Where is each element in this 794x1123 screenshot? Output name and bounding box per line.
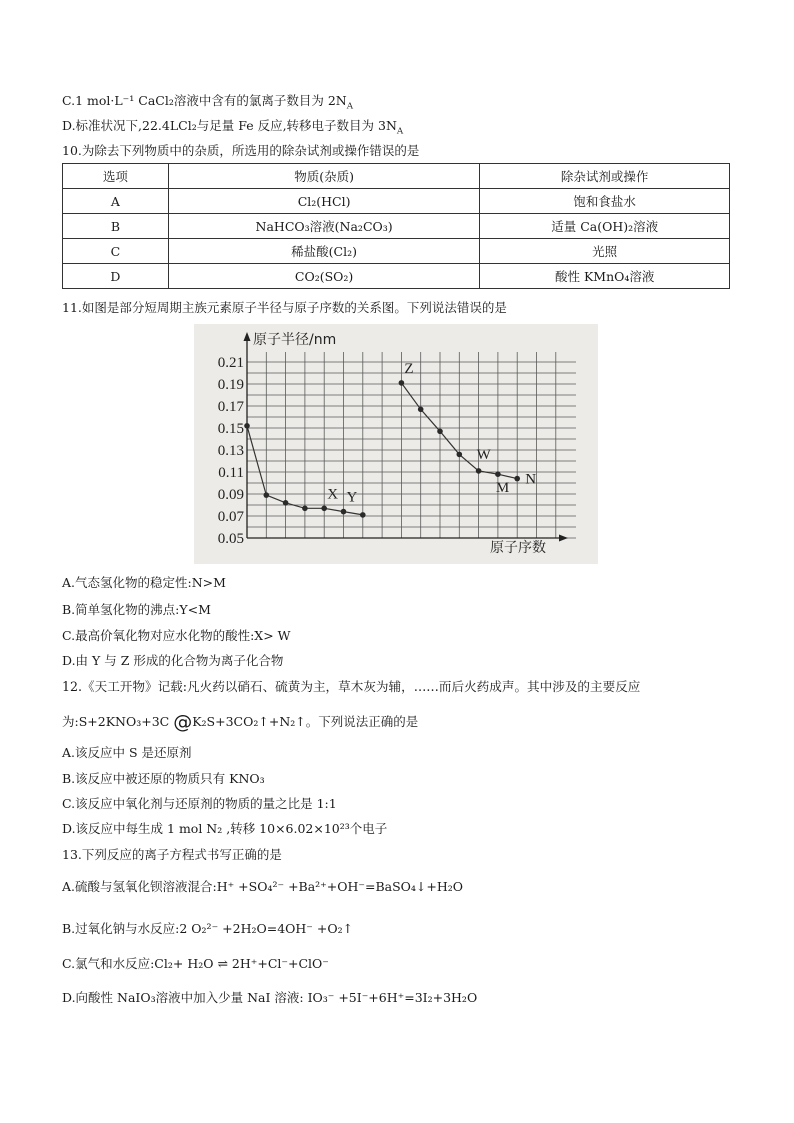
data-point: [341, 509, 347, 515]
data-point: [418, 407, 424, 413]
y-tick-label: 0.21: [217, 355, 244, 371]
data-point: [264, 492, 270, 498]
y-tick-label: 0.11: [218, 465, 244, 481]
q12-option-b: B.该反应中被还原的物质只有 KNO₃: [62, 771, 265, 786]
data-point: [321, 506, 327, 512]
q12-option-c: C.该反应中氧化剂与还原剂的物质的量之比是 1:1: [62, 796, 337, 811]
table-row: [63, 214, 730, 239]
y-axis-arrow-icon: [244, 332, 251, 341]
q13-option-d: D.向酸性 NaIO₃溶液中加入少量 NaI 溶液: IO₃⁻ +5I⁻+6H⁺=3I₂+3H₂O: [62, 990, 478, 1005]
q10-stem: 10.为除去下列物质中的杂质，所选用的除杂试剂或操作错误的是: [62, 143, 420, 158]
y-tick-label: 0.09: [217, 487, 244, 503]
ignite-symbol-icon: @: [173, 711, 193, 733]
point-label-m: M: [495, 480, 510, 497]
y-tick-label: 0.15: [217, 421, 244, 437]
data-point: [244, 423, 250, 429]
q10-table: [62, 163, 730, 289]
q12-stem: 12.《天工开物》记载:凡火药以硝石、硫黄为主，草木灰为辅，……而后火药成声。其中涉及的主要反应: [62, 679, 641, 694]
q13-option-a: A.硫酸与氢氧化钡溶液混合:H⁺ +SO₄²⁻ +Ba²⁺+OH⁻=BaSO₄↓+H₂O: [62, 879, 464, 894]
table-cell: 饱和食盐水: [480, 189, 730, 214]
table-row: [63, 189, 730, 214]
table-cell: 适量 Ca(OH)₂溶液: [480, 214, 730, 239]
table-cell: 光照: [480, 239, 730, 264]
q9-option-c: [62, 92, 353, 110]
data-point: [514, 476, 520, 482]
table-cell: C: [63, 239, 169, 264]
point-label-x: X: [327, 486, 339, 503]
data-point: [283, 500, 289, 506]
table-cell: Cl₂(HCl): [168, 189, 480, 214]
table-cell: 酸性 KMnO₄溶液: [480, 264, 730, 289]
q13-stem: 13.下列反应的离子方程式书写正确的是: [62, 847, 282, 862]
q11-option-a: A.气态氢化物的稳定性:N>M: [62, 575, 226, 590]
data-point: [495, 471, 501, 477]
y-tick-label: 0.17: [217, 399, 244, 415]
data-point: [399, 380, 405, 386]
atomic-radius-chart: [194, 324, 598, 564]
data-point: [302, 506, 308, 512]
q11-option-b: B.简单氢化物的沸点:Y<M: [62, 602, 211, 617]
table-header-cell: 物质(杂质): [168, 164, 480, 189]
x-axis-arrow-icon: [559, 535, 568, 542]
chart-grid: [247, 352, 576, 538]
table-header-cell: 选项: [63, 164, 169, 189]
q9-option-d-subscript: A: [396, 126, 404, 137]
table-cell: A: [63, 189, 169, 214]
q9-option-d-text: D.标准状况下,22.4LCl₂与足量 Fe 反应,转移电子数目为 3N: [62, 118, 397, 133]
data-point: [437, 429, 443, 435]
q11-stem: 11.如图是部分短周期主族元素原子半径与原子序数的关系图。下列说法错误的是: [62, 300, 507, 315]
table-cell: 稀盐酸(Cl₂): [168, 239, 480, 264]
y-tick-label: 0.05: [217, 531, 244, 547]
q12-option-a: A.该反应中 S 是还原剂: [62, 745, 192, 760]
table-cell: NaHCO₃溶液(Na₂CO₃): [168, 214, 480, 239]
table-header-cell: 除杂试剂或操作: [480, 164, 730, 189]
table-row: [63, 239, 730, 264]
q9-option-c-text: C.1 mol·L⁻¹ CaCl₂溶液中含有的氯离子数目为 2N: [62, 93, 347, 108]
y-tick-label: 0.19: [217, 377, 244, 393]
q12-equation-left: 为:S+2KNO₃+3C: [62, 714, 174, 729]
q12-option-d: D.该反应中每生成 1 mol N₂ ,转移 10×6.02×10²³个电子: [62, 821, 388, 836]
y-tick-label: 0.07: [217, 509, 244, 525]
y-tick-label: 0.13: [217, 443, 244, 459]
y-axis-title: 原子半径/nm: [253, 332, 337, 348]
table-header-row: [63, 164, 730, 189]
q12-equation-right: K₂S+3CO₂↑+N₂↑。下列说法正确的是: [192, 714, 419, 729]
data-point: [360, 512, 366, 518]
table-cell: CO₂(SO₂): [168, 264, 480, 289]
table-row: [63, 264, 730, 289]
q13-option-c: C.氯气和水反应:Cl₂+ H₂O ⇌ 2H⁺+Cl⁻+ClO⁻: [62, 956, 329, 971]
point-label-y: Y: [346, 489, 358, 506]
q11-option-c: C.最高价氧化物对应水化物的酸性:X> W: [62, 628, 291, 643]
chart-canvas: [194, 324, 598, 564]
q11-option-d: D.由 Y 与 Z 形成的化合物为离子化合物: [62, 653, 284, 668]
data-point: [457, 452, 463, 458]
q9-option-d: [62, 117, 403, 135]
q9-option-c-subscript: A: [346, 101, 354, 112]
data-point: [476, 468, 482, 474]
x-axis-title: 原子序数: [490, 540, 546, 556]
table-cell: B: [63, 214, 169, 239]
y-tick-labels: [218, 355, 245, 547]
point-label-z: Z: [404, 360, 414, 377]
point-label-n: N: [525, 471, 537, 488]
table-cell: D: [63, 264, 169, 289]
q12-equation: [62, 713, 418, 731]
point-label-w: W: [476, 446, 491, 463]
q13-option-b: B.过氧化钠与水反应:2 O₂²⁻ +2H₂O=4OH⁻ +O₂↑: [62, 921, 354, 936]
